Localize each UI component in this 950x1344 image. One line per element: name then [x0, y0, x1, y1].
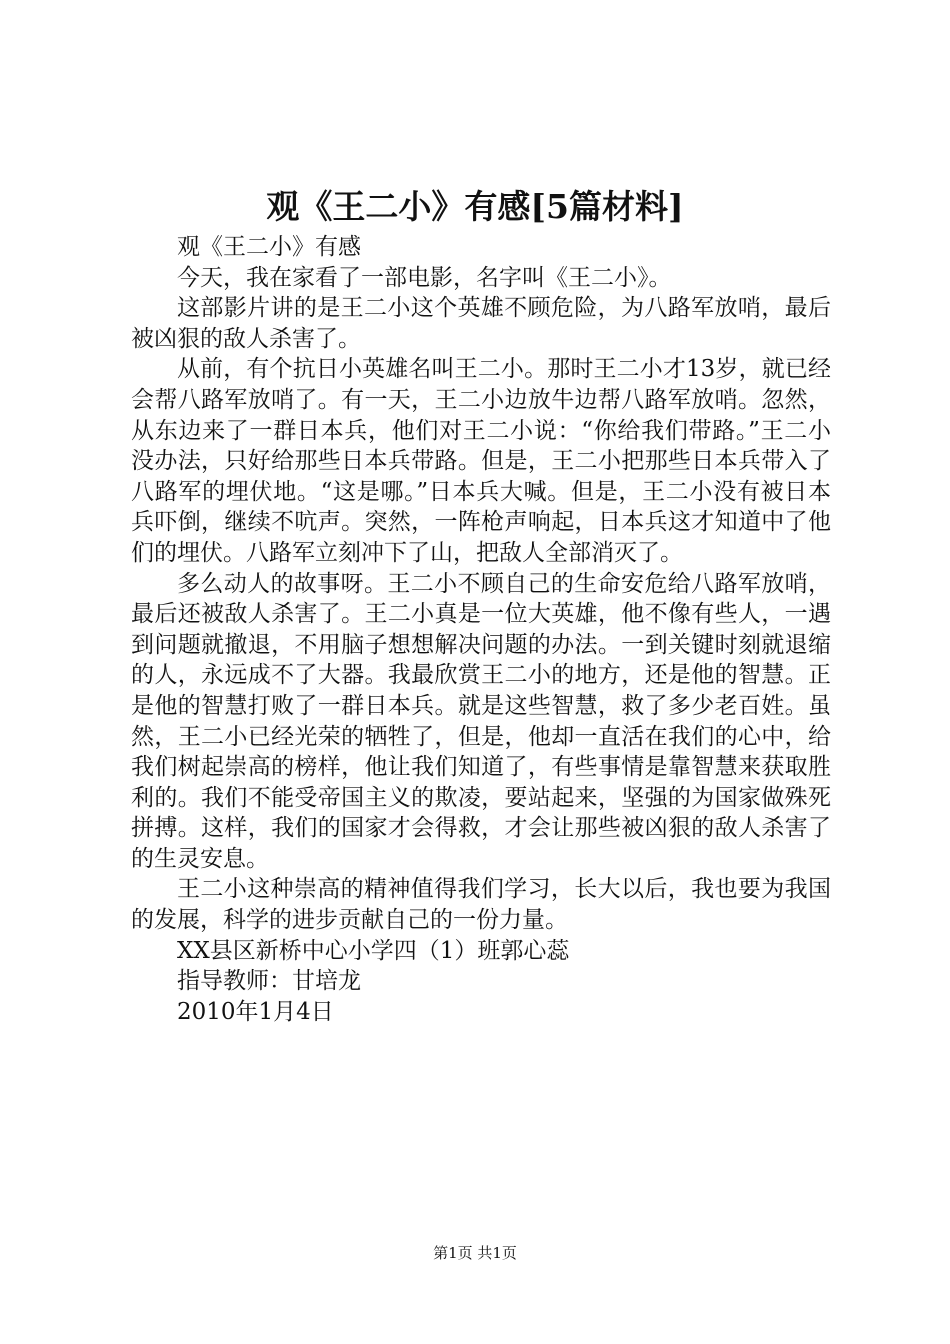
paragraph: 多么动人的故事呀。王二小不顾自己的生命安危给八路军放哨，最后还被敌人杀害了。王二小真是一位大英雄，他不像有些人，一遇到问题就撤退，不用脑子想想解决问题的办法。一到关键时刻就退缩的人，永远成不了大器。我最欣赏王二小的地方，还是他的智慧。正是他的智慧打败了一群日本兵。就是这些智慧，救了多少老百姓。虽然，王二小已经光荣的牺牲了，但是，他却一直活在我们的心中，给我们树起崇高的榜样，他让我们知道了，有些事情是靠智慧来获取胜利的。我们不能受帝国主义的欺凌，要站起来，坚强的为国家做殊死拼搏。这样，我们的国家才会得救，才会让那些被凶狠的敌人杀害了的生灵安息。: [131, 570, 831, 872]
paragraph: 今天，我在家看了一部电影，名字叫《王二小》。: [177, 264, 672, 291]
author-line: XX县区新桥中心小学四（1）班郭心蕊: [177, 937, 570, 964]
page-number-footer: 第1页 共1页: [433, 1244, 517, 1262]
paragraph-subtitle: 观《王二小》有感: [177, 234, 361, 260]
teacher-line: 指导教师：甘培龙: [177, 968, 361, 995]
paragraph: 这部影片讲的是王二小这个英雄不顾危险，为八路军放哨，最后被凶狠的敌人杀害了。: [131, 295, 831, 352]
paragraph: 从前，有个抗日小英雄名叫王二小。那时王二小才13岁，就已经会帮八路军放哨了。有一天，王二小边放牛边帮八路军放哨。忽然，从东边来了一群日本兵，他们对王二小说：“你给我们带路。”王二小没办法，只好给那些日本兵带路。但是，王二小把那些日本兵带入了八路军的埋伏地。“这是哪。”日本兵大喊。但是，王二小没有被日本兵吓倒，继续不吭声。突然，一阵枪声响起，日本兵这才知道中了他们的埋伏。八路军立刻冲下了山，把敌人全部消灭了。: [131, 356, 831, 566]
document-body: [131, 232, 831, 1027]
document-title: 观《王二小》有感[5篇材料]: [266, 187, 684, 226]
paragraph: 王二小这种崇高的精神值得我们学习，长大以后，我也要为我国的发展，科学的进步贡献自己的一份力量。: [131, 876, 831, 934]
date-line: 2010年1月4日: [177, 998, 334, 1025]
